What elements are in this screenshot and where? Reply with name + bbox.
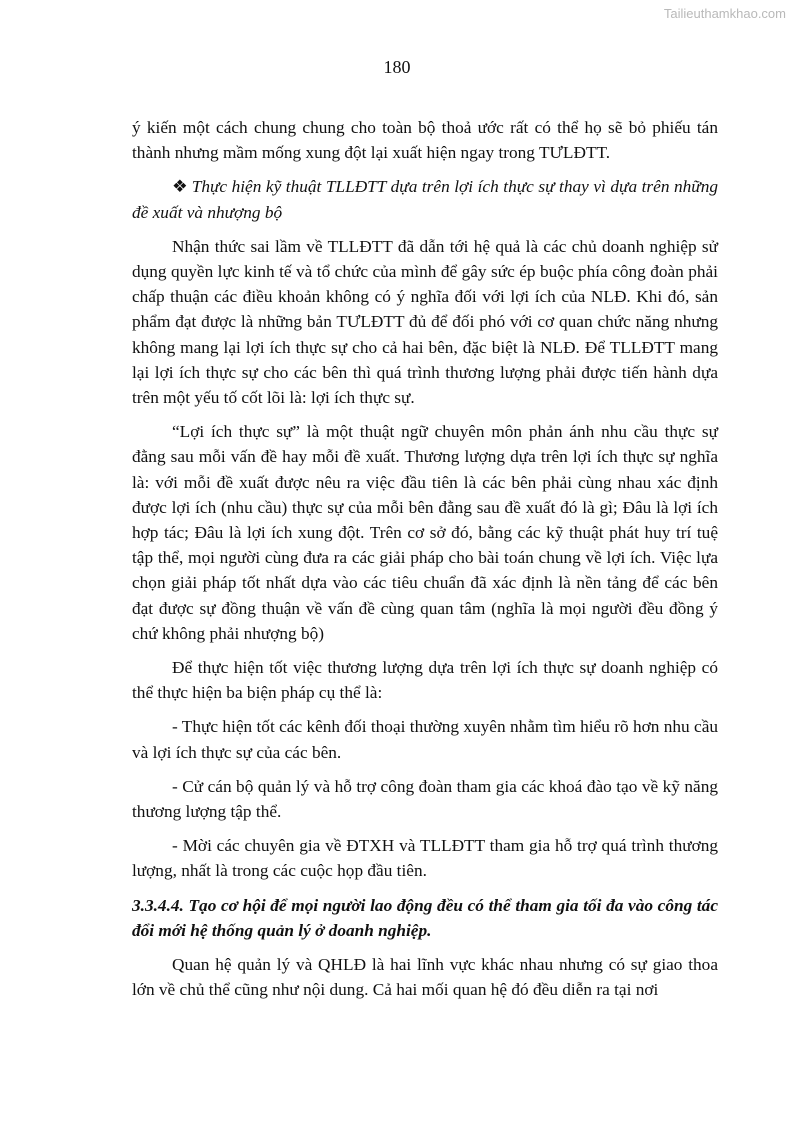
diamond-bullet-icon: ❖ <box>172 177 188 197</box>
subheading <box>132 174 718 224</box>
list-item: - Thực hiện tốt các kênh đối thoại thường xuyên nhằm tìm hiểu rõ hơn nhu cầu và lợi ích thực sự của các bên. <box>132 717 718 762</box>
watermark: Tailieuthamkhao.com <box>663 6 786 21</box>
subheading-text: Thực hiện kỹ thuật TLLĐTT dựa trên lợi ích thực sự thay vì dựa trên những đề xuất và nhượng bộ <box>132 177 718 222</box>
list-item: - Cử cán bộ quản lý và hỗ trợ công đoàn tham gia các khoá đào tạo về kỹ năng thương lượng tập thể. <box>132 776 718 822</box>
page-number: 180 <box>383 57 411 77</box>
paragraph-intro: ý kiến một cách chung chung cho toàn bộ thoả ước rất có thể họ sẽ bỏ phiếu tán thành nhưng mầm mống xung đột lại xuất hiện ngay trong TƯLĐTT. <box>132 118 718 163</box>
paragraph: Để thực hiện tốt việc thương lượng dựa trên lợi ích thực sự doanh nghiệp có thể thực hiện ba biện pháp cụ thể là: <box>132 658 718 703</box>
paragraph: Quan hệ quản lý và QHLĐ là hai lĩnh vực khác nhau nhưng có sự giao thoa lớn về chủ thể cũng như nội dung. Cả hai mối quan hệ đó đều diễn ra tại nơi <box>132 955 718 1000</box>
paragraph: Nhận thức sai lầm về TLLĐTT đã dẫn tới hệ quả là các chủ doanh nghiệp sử dụng quyền lực kinh tế và tổ chức của mình để gây sức ép buộc phía công đoàn phải chấp thuận các điều khoản không có ý nghĩa đối với lợi ích của NLĐ. Khi đó, sản phẩm đạt được là những bản TƯLĐTT đủ để đối phó với cơ quan chức năng nhưng không mang lại lợi ích thực sự cho cả hai bên, đặc biệt là NLĐ. Để TLLĐTT mang lại lợi ích thực sự cho các bên thì quá trình thương lượng phải được tiến hành dựa trên một yếu tố cốt lõi là: lợi ích thực sự. <box>132 236 718 408</box>
document-body <box>132 115 718 1012</box>
section-heading: 3.3.4.4. Tạo cơ hội để mọi người lao động đều có thể tham gia tối đa vào công tác đổi mới hệ thống quản lý ở doanh nghiệp. <box>132 895 718 940</box>
paragraph: “Lợi ích thực sự” là một thuật ngữ chuyên môn phản ánh nhu cầu thực sự đằng sau mỗi vấn đề hay mỗi đề xuất. Thương lượng dựa trên lợi ích thực sự nghĩa là: với mỗi đề xuất được nêu ra việc đầu tiên là các bên phải cùng nhau xác định được lợi ích (nhu cầu) thực sự của mỗi bên đằng sau đề xuất đó là gì; Đâu là lợi ích hợp tác; Đâu là lợi ích xung đột. Trên cơ sở đó, bằng các kỹ thuật phát huy trí tuệ tập thể, mọi người cùng đưa ra các giải pháp cho bài toán chung về lợi ích. Việc lựa chọn giải pháp tốt nhất dựa vào các tiêu chuẩn đã xác định là nền tảng để các bên đạt được sự đồng thuận về vấn đề cùng quan tâm (nghĩa là mọi người đều đồng ý chứ không phải nhượng bộ) <box>132 422 718 643</box>
list-item: - Mời các chuyên gia về ĐTXH và TLLĐTT tham gia hỗ trợ quá trình thương lượng, nhất là trong các cuộc họp đầu tiên. <box>132 836 718 881</box>
